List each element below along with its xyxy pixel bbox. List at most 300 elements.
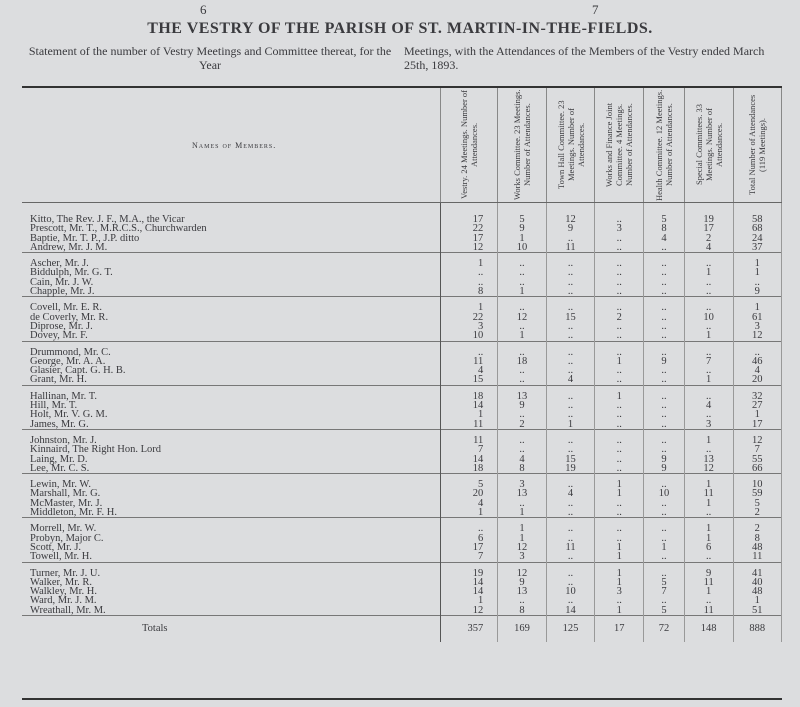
attendance-cell: ..	[644, 297, 685, 313]
attendance-cell: 20	[441, 489, 498, 498]
attendance-cell: 12	[498, 543, 546, 552]
attendance-cell: 11	[684, 489, 733, 498]
member-name: Drummond, Mr. C.	[22, 341, 441, 357]
member-name: Johnston, Mr. J.	[22, 429, 441, 445]
attendance-cell: ..	[546, 341, 595, 357]
attendance-cell: ..	[546, 429, 595, 445]
member-name: Marshall, Mr. G.	[22, 489, 441, 498]
attendance-cell: 11	[684, 578, 733, 587]
total-cell: 125	[546, 615, 595, 642]
table-row	[22, 445, 782, 454]
attendance-cell: ..	[644, 268, 685, 277]
total-cell: 17	[595, 615, 644, 642]
attendance-cell: 2	[498, 420, 546, 430]
attendance-cell: 22	[441, 224, 498, 233]
attendance-cell: ..	[546, 518, 595, 534]
attendance-cell: ..	[546, 445, 595, 454]
attendance-cell: ..	[498, 366, 546, 375]
attendance-cell: 27	[733, 401, 781, 410]
attendance-cell: 46	[733, 357, 781, 366]
attendance-cell: 5	[644, 606, 685, 616]
attendance-cell: ..	[441, 268, 498, 277]
table-row	[22, 366, 782, 375]
attendance-cell: 9	[644, 357, 685, 366]
attendance-cell: ..	[498, 297, 546, 313]
attendance-cell: ..	[684, 596, 733, 605]
member-name: Chapple, Mr. J.	[22, 287, 441, 297]
attendance-cell: 1	[644, 543, 685, 552]
attendance-cell: 1	[498, 331, 546, 341]
attendance-cell: 3	[595, 224, 644, 233]
member-name: Holt, Mr. V. G. M.	[22, 410, 441, 419]
attendance-cell: ..	[595, 401, 644, 410]
attendance-cell: 68	[733, 224, 781, 233]
attendance-cell: ..	[546, 385, 595, 401]
attendance-cell: ..	[595, 455, 644, 464]
attendance-cell: 3	[441, 322, 498, 331]
attendance-cell: 61	[733, 313, 781, 322]
attendance-cell: 9	[644, 464, 685, 474]
member-name: Andrew, Mr. J. M.	[22, 243, 441, 253]
attendance-cell: 5	[498, 203, 546, 225]
member-name: Laing, Mr. D.	[22, 455, 441, 464]
attendance-cell: ..	[546, 331, 595, 341]
attendance-cell: ..	[595, 508, 644, 518]
attendance-cell: ..	[498, 322, 546, 331]
member-name: Biddulph, Mr. G. T.	[22, 268, 441, 277]
member-name: Turner, Mr. J. U.	[22, 562, 441, 578]
attendance-cell: ..	[644, 322, 685, 331]
attendance-cell: ..	[644, 562, 685, 578]
attendance-cell: 12	[733, 429, 781, 445]
table-row	[22, 518, 782, 534]
attendance-cell: ..	[644, 341, 685, 357]
attendance-cell: 5	[644, 578, 685, 587]
attendance-cell: 4	[498, 455, 546, 464]
attendance-cell: 66	[733, 464, 781, 474]
member-name: Kinnaird, The Right Hon. Lord	[22, 445, 441, 454]
table-row	[22, 420, 782, 430]
member-name: Dovey, Mr. F.	[22, 331, 441, 341]
document-title: THE VESTRY OF THE PARISH OF ST. MARTIN-IN-THE-FIELDS.	[147, 20, 653, 37]
member-name: Cain, Mr. J. W.	[22, 278, 441, 287]
attendance-cell: ..	[644, 508, 685, 518]
attendance-cell: 4	[684, 243, 733, 253]
attendance-cell: 9	[733, 287, 781, 297]
attendance-cell: ..	[546, 322, 595, 331]
attendance-cell: 4	[684, 401, 733, 410]
table-row	[22, 474, 782, 490]
attendance-cell: 17	[733, 420, 781, 430]
attendance-cell: 55	[733, 455, 781, 464]
attendance-cell: ..	[498, 341, 546, 357]
table-row	[22, 313, 782, 322]
member-name: Hallinan, Mr. T.	[22, 385, 441, 401]
attendance-cell: 14	[441, 455, 498, 464]
attendance-cell: 2	[733, 518, 781, 534]
table-row	[22, 331, 782, 341]
attendance-cell: ..	[546, 596, 595, 605]
attendance-cell: ..	[546, 357, 595, 366]
attendance-cell: 8	[441, 287, 498, 297]
attendance-cell: ..	[546, 253, 595, 269]
attendance-cell: 51	[733, 606, 781, 616]
attendance-cell: 9	[546, 224, 595, 233]
attendance-cell: 10	[644, 489, 685, 498]
attendance-cell: 1	[733, 410, 781, 419]
attendance-cell: 18	[441, 464, 498, 474]
column-header-text: Works Committee. 23 Meetings. Number of Attendances.	[511, 89, 532, 201]
attendance-cell: ..	[644, 278, 685, 287]
member-name: Middleton, Mr. F. H.	[22, 508, 441, 518]
attendance-cell: 2	[733, 508, 781, 518]
page-number-left: 6	[200, 2, 207, 17]
totals-label: Totals	[22, 615, 441, 642]
attendance-cell: 3	[498, 474, 546, 490]
attendance-cell: ..	[644, 253, 685, 269]
member-name: Kitto, The Rev. J. F., M.A., the Vicar	[22, 203, 441, 225]
attendance-cell: ..	[644, 552, 685, 562]
attendance-cell: 6	[684, 543, 733, 552]
column-header-text: Town Hall Committee. 23 Meetings. Number of Attendances.	[555, 100, 586, 190]
member-name: Prescott, Mr. T., M.R.C.S., Churchwarden	[22, 224, 441, 233]
member-name: George, Mr. A. A.	[22, 357, 441, 366]
names-column-header: Names of Members.	[22, 88, 441, 203]
attendance-cell: 1	[441, 253, 498, 269]
attendance-cell: 10	[441, 331, 498, 341]
attendance-cell: ..	[595, 278, 644, 287]
attendance-cell: 11	[441, 420, 498, 430]
attendance-cell: 37	[733, 243, 781, 253]
attendance-cell: 1	[546, 420, 595, 430]
table-row	[22, 455, 782, 464]
attendance-cell: 12	[498, 562, 546, 578]
member-name: Grant, Mr. H.	[22, 375, 441, 385]
attendance-cell: ..	[595, 445, 644, 454]
attendance-cell: 13	[498, 489, 546, 498]
attendance-cell: 1	[684, 499, 733, 508]
attendance-cell: 1	[733, 253, 781, 269]
attendance-cell: ..	[684, 366, 733, 375]
attendance-cell: ..	[546, 287, 595, 297]
attendance-cell: ..	[441, 278, 498, 287]
attendance-cell: ..	[644, 534, 685, 543]
attendance-cell: 7	[733, 445, 781, 454]
attendance-cell: 1	[684, 474, 733, 490]
attendance-cell: ..	[441, 341, 498, 357]
attendance-cell: ..	[498, 499, 546, 508]
attendance-cell: 19	[441, 562, 498, 578]
attendance-cell: 17	[441, 543, 498, 552]
column-header	[595, 88, 644, 203]
member-name: Wreathall, Mr. M.	[22, 606, 441, 616]
attendance-cell: 1	[733, 596, 781, 605]
table-row	[22, 234, 782, 243]
subtitle-right: Meetings, with the Attendances of the Members of the Vestry ended March 25th, 1893.	[404, 44, 765, 72]
attendance-cell: ..	[595, 375, 644, 385]
attendance-cell: 18	[498, 357, 546, 366]
attendance-cell: 1	[498, 287, 546, 297]
member-name: Walker, Mr. R.	[22, 578, 441, 587]
attendance-cell: ..	[498, 375, 546, 385]
member-name: Diprose, Mr. J.	[22, 322, 441, 331]
attendance-cell: ..	[684, 552, 733, 562]
attendance-cell: ..	[644, 410, 685, 419]
attendance-cell: ..	[684, 322, 733, 331]
attendance-cell: ..	[684, 341, 733, 357]
attendance-cell: 10	[546, 587, 595, 596]
attendance-cell: 24	[733, 234, 781, 243]
table-row	[22, 596, 782, 605]
column-header	[546, 88, 595, 203]
attendance-cell: ..	[546, 474, 595, 490]
column-header	[441, 88, 498, 203]
table-row	[22, 297, 782, 313]
attendance-cell: 1	[498, 508, 546, 518]
attendance-cell: ..	[498, 410, 546, 419]
attendance-cell: ..	[684, 445, 733, 454]
column-header-text: Works and Finance Joint Committee. 4 Meetings. Number of Attendances.	[604, 102, 635, 188]
attendance-cell: 1	[684, 587, 733, 596]
member-name: Morrell, Mr. W.	[22, 518, 441, 534]
attendance-cell: ..	[684, 253, 733, 269]
attendance-cell: 5	[441, 474, 498, 490]
attendance-table	[22, 88, 782, 642]
attendance-cell: 3	[684, 420, 733, 430]
attendance-cell: ..	[546, 534, 595, 543]
table-row	[22, 243, 782, 253]
attendance-cell: 1	[595, 385, 644, 401]
attendance-cell: 8	[644, 224, 685, 233]
attendance-cell: 12	[546, 203, 595, 225]
attendance-cell: 1	[595, 578, 644, 587]
attendance-cell: 8	[498, 606, 546, 616]
attendance-cell: 11	[684, 606, 733, 616]
table-row	[22, 508, 782, 518]
attendance-cell: 22	[441, 313, 498, 322]
member-name: Towell, Mr. H.	[22, 552, 441, 562]
attendance-cell: 48	[733, 587, 781, 596]
table-row	[22, 341, 782, 357]
attendance-cell: 9	[498, 401, 546, 410]
attendance-cell: 11	[733, 552, 781, 562]
attendance-cell: ..	[644, 401, 685, 410]
table-row	[22, 534, 782, 543]
attendance-cell: 11	[546, 243, 595, 253]
attendance-cell: 1	[684, 429, 733, 445]
table-row	[22, 287, 782, 297]
table-row	[22, 410, 782, 419]
member-name: Lee, Mr. C. S.	[22, 464, 441, 474]
header-row	[22, 88, 782, 203]
attendance-cell: 4	[546, 489, 595, 498]
attendance-cell: ..	[595, 234, 644, 243]
table-row	[22, 587, 782, 596]
attendance-cell: ..	[644, 445, 685, 454]
attendance-cell: 12	[684, 464, 733, 474]
attendance-cell: ..	[595, 429, 644, 445]
attendance-cell: 8	[498, 464, 546, 474]
attendance-cell: ..	[644, 429, 685, 445]
member-name: Walkley, Mr. H.	[22, 587, 441, 596]
attendance-cell: ..	[546, 297, 595, 313]
table-row	[22, 578, 782, 587]
attendance-cell: 9	[498, 578, 546, 587]
attendance-cell: 15	[546, 455, 595, 464]
attendance-cell: ..	[684, 297, 733, 313]
attendance-cell: ..	[684, 385, 733, 401]
attendance-cell: ..	[595, 464, 644, 474]
attendance-cell: ..	[644, 596, 685, 605]
attendance-cell: ..	[644, 518, 685, 534]
table-row	[22, 562, 782, 578]
attendance-cell: 1	[684, 375, 733, 385]
attendance-cell: ..	[595, 341, 644, 357]
attendance-cell: ..	[546, 234, 595, 243]
member-name: Ward, Mr. J. M.	[22, 596, 441, 605]
attendance-cell: 14	[546, 606, 595, 616]
attendance-cell: 10	[498, 243, 546, 253]
attendance-cell: ..	[546, 401, 595, 410]
table-row	[22, 429, 782, 445]
attendance-cell: ..	[595, 518, 644, 534]
attendance-cell: 1	[441, 410, 498, 419]
column-header-text: Total Number of Attendances (119 Meetings).	[747, 94, 768, 196]
member-name: de Coverly, Mr. R.	[22, 313, 441, 322]
attendance-cell: ..	[644, 474, 685, 490]
attendance-cell: 9	[684, 562, 733, 578]
table-row	[22, 322, 782, 331]
attendance-cell: 1	[498, 518, 546, 534]
attendance-cell: 1	[684, 534, 733, 543]
table-row	[22, 464, 782, 474]
attendance-cell: ..	[546, 578, 595, 587]
attendance-cell: ..	[595, 322, 644, 331]
total-cell: 148	[684, 615, 733, 642]
page-number-right: 7	[592, 2, 599, 17]
attendance-cell: 15	[441, 375, 498, 385]
subtitle-left: Statement of the number of Vestry Meetings and Committee thereat, for the Year	[28, 44, 392, 72]
table-row	[22, 552, 782, 562]
attendance-cell: 2	[684, 234, 733, 243]
table-row	[22, 606, 782, 616]
attendance-cell: ..	[595, 534, 644, 543]
attendance-cell: 19	[546, 464, 595, 474]
column-header-text: Special Committees. 33 Meetings. Number of Attendances.	[693, 104, 724, 186]
column-header	[684, 88, 733, 203]
table-row	[22, 203, 782, 225]
attendance-cell: 11	[546, 543, 595, 552]
attendance-cell: 1	[498, 534, 546, 543]
attendance-cell: 5	[644, 203, 685, 225]
table-row	[22, 489, 782, 498]
attendance-cell: ..	[684, 287, 733, 297]
attendance-cell: ..	[644, 331, 685, 341]
totals-row	[22, 615, 782, 642]
attendance-cell: 4	[546, 375, 595, 385]
column-header	[644, 88, 685, 203]
attendance-cell: 12	[498, 313, 546, 322]
attendance-cell: ..	[595, 287, 644, 297]
attendance-cell: 13	[498, 385, 546, 401]
attendance-cell: 1	[595, 543, 644, 552]
attendance-cell: 14	[441, 587, 498, 596]
attendance-cell: ..	[546, 499, 595, 508]
attendance-cell: 32	[733, 385, 781, 401]
attendance-cell: 12	[733, 331, 781, 341]
attendance-cell: ..	[498, 429, 546, 445]
attendance-cell: 1	[684, 268, 733, 277]
attendance-cell: ..	[595, 253, 644, 269]
attendance-cell: ..	[441, 518, 498, 534]
attendance-cell: 4	[441, 366, 498, 375]
attendance-cell: 12	[441, 606, 498, 616]
attendance-cell: 6	[441, 534, 498, 543]
member-name: Lewin, Mr. W.	[22, 474, 441, 490]
attendance-cell: 1	[684, 331, 733, 341]
attendance-cell: 20	[733, 375, 781, 385]
member-name: Glasier, Capt. G. H. B.	[22, 366, 441, 375]
attendance-cell: ..	[498, 268, 546, 277]
attendance-cell: 8	[733, 534, 781, 543]
member-name: James, Mr. G.	[22, 420, 441, 430]
table-row	[22, 253, 782, 269]
attendance-cell: 9	[498, 224, 546, 233]
member-name: Ascher, Mr. J.	[22, 253, 441, 269]
attendance-cell: 17	[684, 224, 733, 233]
attendance-cell: ..	[546, 278, 595, 287]
attendance-cell: 1	[498, 234, 546, 243]
member-name: Probyn, Major C.	[22, 534, 441, 543]
attendance-cell: ..	[595, 410, 644, 419]
attendance-cell: ..	[595, 499, 644, 508]
attendance-cell: 10	[733, 474, 781, 490]
attendance-cell: 11	[441, 429, 498, 445]
attendance-cell: ..	[684, 410, 733, 419]
attendance-cell: 1	[595, 606, 644, 616]
attendance-cell: 7	[441, 552, 498, 562]
member-name: Baptie, Mr. T. P., J.P. ditto	[22, 234, 441, 243]
attendance-cell: 1	[684, 518, 733, 534]
attendance-cell: 3	[498, 552, 546, 562]
attendance-cell: ..	[733, 278, 781, 287]
table-row	[22, 357, 782, 366]
attendance-cell: ..	[644, 385, 685, 401]
attendance-cell: 40	[733, 578, 781, 587]
table-row	[22, 375, 782, 385]
attendance-cell: 1	[595, 562, 644, 578]
attendance-cell: ..	[546, 508, 595, 518]
total-cell: 888	[733, 615, 781, 642]
member-name: McMaster, Mr. J.	[22, 499, 441, 508]
attendance-cell: 4	[441, 499, 498, 508]
attendance-cell: 1	[733, 297, 781, 313]
attendance-cell: ..	[498, 253, 546, 269]
attendance-cell: ..	[546, 268, 595, 277]
attendance-cell: ..	[595, 297, 644, 313]
attendance-cell: 1	[441, 508, 498, 518]
table-row	[22, 278, 782, 287]
attendance-cell: ..	[498, 445, 546, 454]
attendance-cell: 7	[644, 587, 685, 596]
attendance-cell: ..	[644, 420, 685, 430]
attendance-cell: 58	[733, 203, 781, 225]
table-row	[22, 385, 782, 401]
attendance-cell: 10	[684, 313, 733, 322]
attendance-cell: 14	[441, 578, 498, 587]
member-name: Hill, Mr. T.	[22, 401, 441, 410]
member-name: Scott, Mr. J.	[22, 543, 441, 552]
